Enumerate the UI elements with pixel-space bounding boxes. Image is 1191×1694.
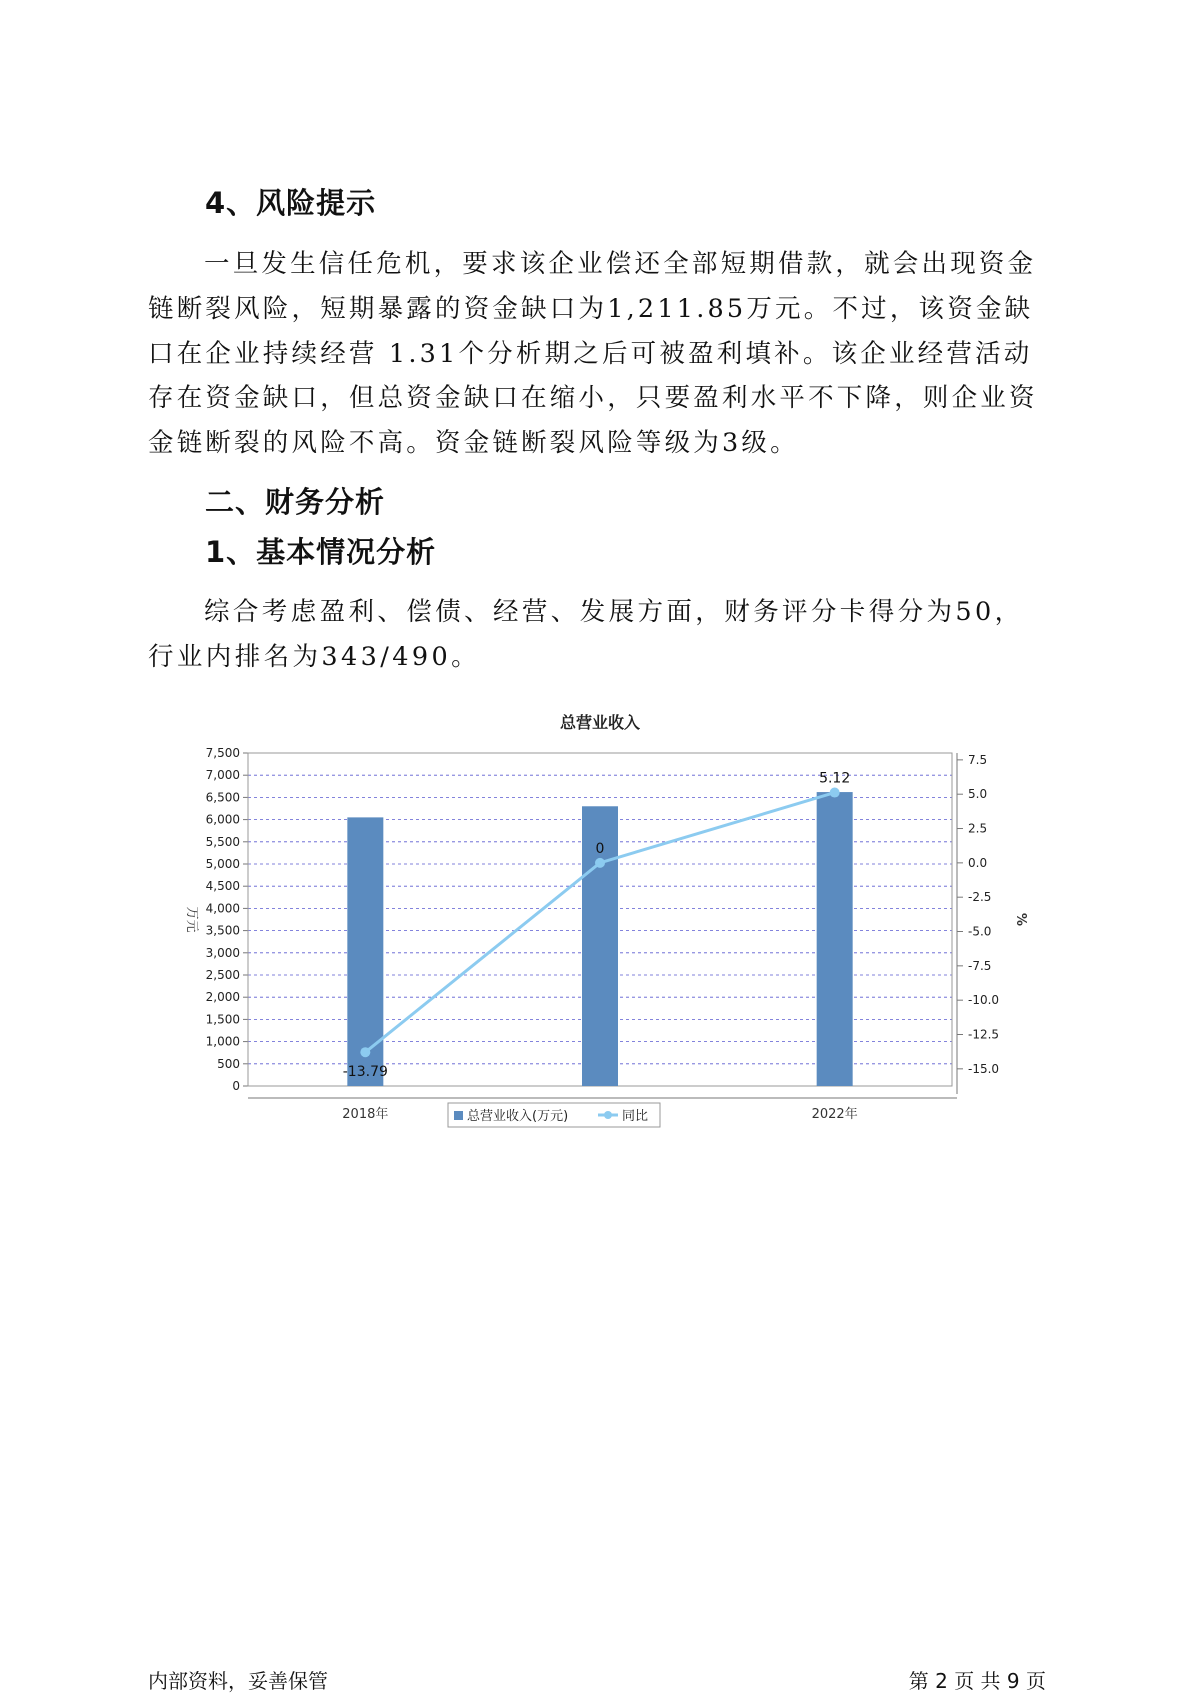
y2-axis-tick-label: -5.0 bbox=[968, 924, 992, 939]
y-axis-tick-label: 6,500 bbox=[205, 790, 240, 805]
y-axis-tick-label: 2,500 bbox=[205, 968, 240, 982]
yoy-point bbox=[830, 788, 840, 798]
y-axis-tick-label: 3,000 bbox=[205, 945, 240, 960]
data-label: 0 bbox=[595, 840, 605, 857]
y-axis-tick-label: 0 bbox=[232, 1079, 240, 1093]
risk-paragraph: 一旦发生信任危机，要求该企业偿还全部短期借款，就会出现资金链断裂风险，短期暴露的资金缺口为1,211.85万元。不过，该资金缺口在企业持续经营 1.31个分析期之后可被盈利填补。该企业经营活动存在资金缺口，但总资金缺口在缩小，只要盈利水平不下降，则企业资金链断裂的风险不高。资金链断裂风险等级为3级。 bbox=[148, 249, 1038, 459]
y2-axis-tick-label: -10.0 bbox=[968, 993, 1000, 1008]
y-axis-tick-label: 4,500 bbox=[205, 879, 240, 894]
basic-analysis-heading: 1、基本情况分析 bbox=[205, 535, 437, 569]
basic-analysis-paragraph: 综合考虑盈利、偿债、经营、发展方面，财务评分卡得分为50，行业内排名为343/490。 bbox=[148, 597, 1024, 672]
y2-axis-tick-label: 2.5 bbox=[968, 821, 988, 836]
y2-axis-tick-label: 7.5 bbox=[968, 752, 988, 767]
legend-bar-label: 总营业收入(万元) bbox=[467, 1109, 569, 1124]
bar bbox=[817, 792, 853, 1086]
bar bbox=[347, 817, 383, 1086]
yoy-point bbox=[595, 858, 605, 868]
y-axis-tick-label: 1,000 bbox=[205, 1034, 240, 1049]
revenue-chart bbox=[170, 700, 1028, 1150]
data-label: -13.79 bbox=[342, 1064, 388, 1081]
y-axis-tick-label: 500 bbox=[217, 1056, 240, 1071]
x-axis-tick-label: 2022年 bbox=[811, 1107, 858, 1122]
chart-title: 总营业收入 bbox=[559, 713, 641, 732]
y2-axis-tick-label: -2.5 bbox=[968, 890, 992, 905]
y2-axis-title: % bbox=[1013, 912, 1028, 927]
legend-bar-swatch bbox=[454, 1111, 463, 1120]
risk-heading: 4、风险提示 bbox=[205, 186, 377, 220]
y-axis-tick-label: 6,000 bbox=[205, 812, 240, 827]
y-axis-title: 万元 bbox=[184, 906, 199, 933]
legend-line-label: 同比 bbox=[622, 1109, 649, 1124]
yoy-point bbox=[360, 1047, 370, 1057]
y2-axis-tick-label: 0.0 bbox=[968, 855, 988, 870]
data-label: 5.12 bbox=[819, 770, 851, 787]
y-axis-tick-label: 7,500 bbox=[205, 746, 240, 760]
y-axis-tick-label: 3,500 bbox=[205, 923, 240, 938]
y-axis-tick-label: 7,000 bbox=[205, 768, 240, 783]
y-axis-tick-label: 2,000 bbox=[205, 990, 240, 1005]
y2-axis-tick-label: -15.0 bbox=[968, 1061, 1000, 1076]
x-axis-tick-label: 2018年 bbox=[342, 1107, 389, 1122]
financial-analysis-heading: 二、财务分析 bbox=[205, 485, 386, 519]
footer-confidential: 内部资料，妥善保管 bbox=[148, 1669, 328, 1693]
y2-axis-tick-label: 5.0 bbox=[968, 787, 988, 802]
y-axis-tick-label: 4,000 bbox=[205, 901, 240, 916]
y2-axis-tick-label: -7.5 bbox=[968, 958, 992, 973]
legend-line-marker bbox=[604, 1111, 612, 1119]
y-axis-tick-label: 5,000 bbox=[205, 857, 240, 871]
y2-axis-tick-label: -12.5 bbox=[968, 1027, 1000, 1042]
y-axis-tick-label: 5,500 bbox=[205, 834, 240, 849]
footer-page-number: 第 2 页 共 9 页 bbox=[908, 1669, 1046, 1693]
y-axis-tick-label: 1,500 bbox=[205, 1012, 240, 1027]
